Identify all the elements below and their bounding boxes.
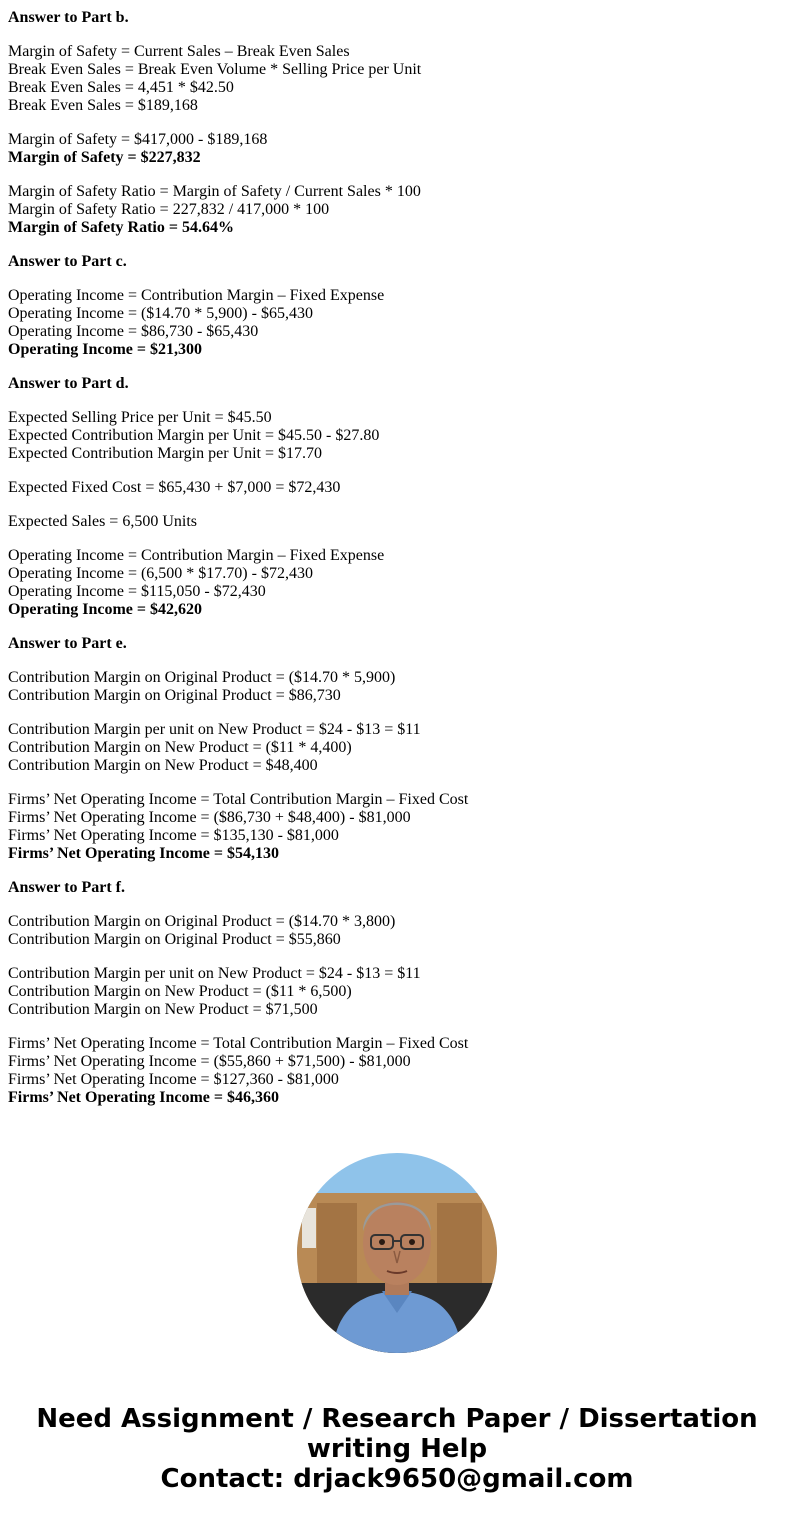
text-line: Expected Sales = 6,500 Units <box>8 513 197 530</box>
text-line: Contribution Margin on Original Product = ($14.70 * 3,800) <box>8 913 396 930</box>
text-line: Margin of Safety = $417,000 - $189,168 <box>8 131 268 148</box>
text-line: Operating Income = $115,050 - $72,430 <box>8 583 266 600</box>
text-line: Firms’ Net Operating Income = Total Contribution Margin – Fixed Cost <box>8 791 469 808</box>
bold-result-line: Answer to Part d. <box>8 375 129 392</box>
paragraph-block <box>8 9 788 27</box>
paragraph-block <box>8 409 788 463</box>
text-line: Contribution Margin per unit on New Product = $24 - $13 = $11 <box>8 965 421 982</box>
text-line: Firms’ Net Operating Income = ($55,860 + $71,500) - $81,000 <box>8 1053 411 1070</box>
author-photo-avatar <box>297 1153 497 1353</box>
paragraph-block <box>8 131 788 167</box>
bold-result-line: Margin of Safety = $227,832 <box>8 149 201 166</box>
bold-result-line: Answer to Part f. <box>8 879 126 896</box>
footer-contact-email: Contact: drjack9650@gmail.com <box>160 1464 634 1494</box>
text-line: Contribution Margin on New Product = $48,400 <box>8 757 318 774</box>
footer-line-2: writing Help <box>306 1434 488 1464</box>
bold-result-line: Margin of Safety Ratio = 54.64% <box>8 219 234 236</box>
author-photo-icon <box>297 1153 497 1353</box>
text-line: Margin of Safety Ratio = 227,832 / 417,000 * 100 <box>8 201 330 218</box>
text-line: Expected Selling Price per Unit = $45.50 <box>8 409 272 426</box>
paragraph-block <box>8 791 788 863</box>
text-line: Break Even Sales = Break Even Volume * Selling Price per Unit <box>8 61 422 78</box>
paragraph-block <box>8 669 788 705</box>
text-line: Break Even Sales = 4,451 * $42.50 <box>8 79 234 96</box>
contact-footer <box>0 1404 794 1494</box>
bold-result-line: Answer to Part e. <box>8 635 127 652</box>
bold-result-line: Firms’ Net Operating Income = $54,130 <box>8 845 279 862</box>
bold-result-line: Operating Income = $21,300 <box>8 341 202 358</box>
text-line: Operating Income = $86,730 - $65,430 <box>8 323 259 340</box>
text-line: Firms’ Net Operating Income = $127,360 - $81,000 <box>8 1071 339 1088</box>
text-line: Operating Income = (6,500 * $17.70) - $72,430 <box>8 565 313 582</box>
text-line: Firms’ Net Operating Income = Total Contribution Margin – Fixed Cost <box>8 1035 469 1052</box>
text-line: Contribution Margin on Original Product = $86,730 <box>8 687 341 704</box>
paragraph-block <box>8 879 788 897</box>
text-line: Expected Contribution Margin per Unit = $17.70 <box>8 445 323 462</box>
text-line: Margin of Safety = Current Sales – Break Even Sales <box>8 43 350 60</box>
paragraph-block <box>8 1035 788 1107</box>
text-line: Firms’ Net Operating Income = ($86,730 + $48,400) - $81,000 <box>8 809 411 826</box>
text-line: Operating Income = ($14.70 * 5,900) - $65,430 <box>8 305 313 322</box>
paragraph-block <box>8 253 788 271</box>
footer-line-1: Need Assignment / Research Paper / Dissertation <box>36 1404 758 1434</box>
text-line: Operating Income = Contribution Margin – Fixed Expense <box>8 547 385 564</box>
text-line: Contribution Margin on Original Product = ($14.70 * 5,900) <box>8 669 396 686</box>
text-line: Expected Contribution Margin per Unit = $45.50 - $27.80 <box>8 427 380 444</box>
paragraph-block <box>8 375 788 393</box>
paragraph-block <box>8 635 788 653</box>
text-line: Expected Fixed Cost = $65,430 + $7,000 = $72,430 <box>8 479 341 496</box>
bold-result-line: Firms’ Net Operating Income = $46,360 <box>8 1089 279 1106</box>
text-line: Margin of Safety Ratio = Margin of Safety / Current Sales * 100 <box>8 183 421 200</box>
bold-result-line: Answer to Part b. <box>8 9 129 26</box>
bold-result-line: Answer to Part c. <box>8 253 127 270</box>
paragraph-block <box>8 43 788 115</box>
text-line: Break Even Sales = $189,168 <box>8 97 198 114</box>
paragraph-block <box>8 547 788 619</box>
text-line: Contribution Margin on New Product = $71,500 <box>8 1001 318 1018</box>
text-line: Firms’ Net Operating Income = $135,130 - $81,000 <box>8 827 339 844</box>
text-line: Contribution Margin on New Product = ($11 * 4,400) <box>8 739 352 756</box>
answer-document <box>8 9 788 1123</box>
bold-result-line: Operating Income = $42,620 <box>8 601 202 618</box>
text-line: Contribution Margin on Original Product = $55,860 <box>8 931 341 948</box>
paragraph-block <box>8 287 788 359</box>
paragraph-block <box>8 965 788 1019</box>
paragraph-block <box>8 913 788 949</box>
text-line: Contribution Margin on New Product = ($11 * 6,500) <box>8 983 352 1000</box>
text-line: Operating Income = Contribution Margin – Fixed Expense <box>8 287 385 304</box>
paragraph-block <box>8 183 788 237</box>
paragraph-block <box>8 513 788 531</box>
paragraph-block <box>8 479 788 497</box>
paragraph-block <box>8 721 788 775</box>
text-line: Contribution Margin per unit on New Product = $24 - $13 = $11 <box>8 721 421 738</box>
